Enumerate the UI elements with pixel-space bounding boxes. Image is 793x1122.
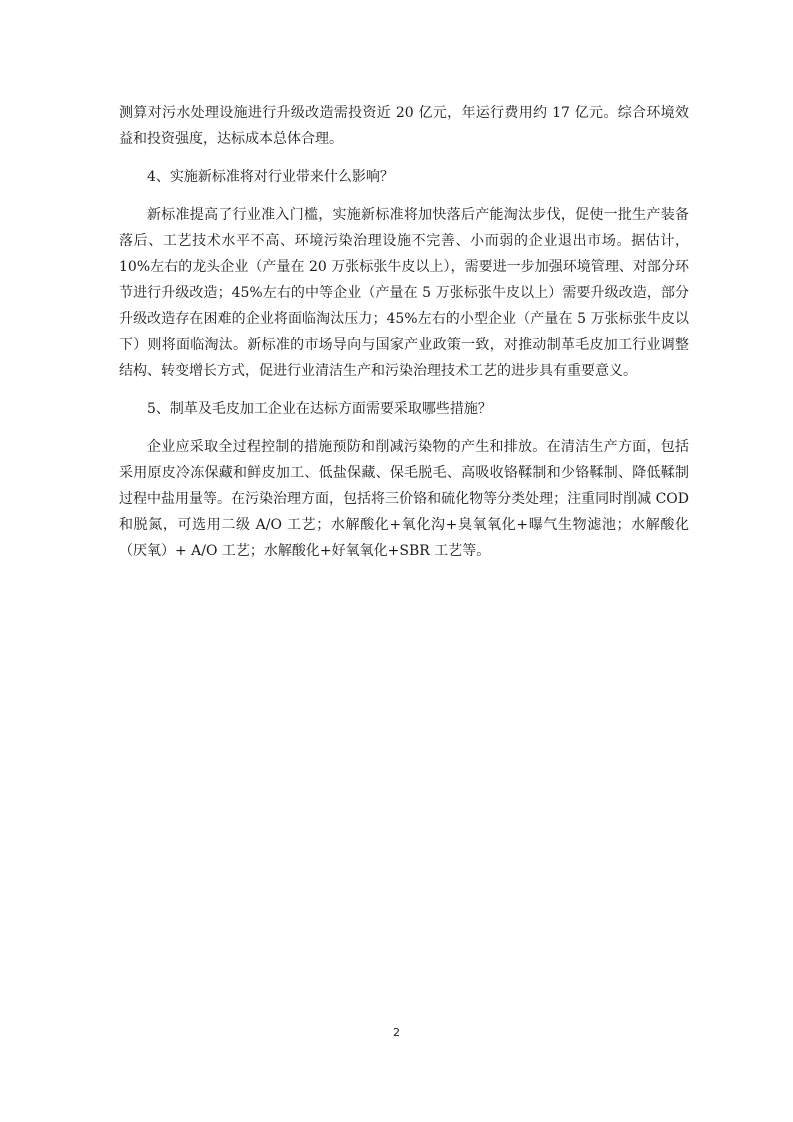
paragraph-industry-impact: 新标准提高了行业准入门槛，实施新标准将加快落后产能淘汰步伐，促使一批生产装备落后、工艺技术水平不高、环境污染治理设施不完善、小而弱的企业退出市场。据估计，10%左右的龙头企业（产量在 20 万张标张牛皮以上），需要进一步加强环境管理、对部分环节进行升级改造；45%左右的中等企业（产量在 5 万张标张牛皮以上）需要升级改造，部分升级改造存在困难的企业将面临淘汰压力；45%左右的小型企业（产量在 5 万张标张牛皮以下）则将面临淘汰。新标准的市场导向与国家产业政策一致，对推动制革毛皮加工行业调整结构、转变增长方式，促进行业清洁生产和污染治理技术工艺的进步具有重要意义。: [119, 207, 689, 379]
question-heading-5: 5、制革及毛皮加工企业在达标方面需要采取哪些措施？: [147, 401, 492, 417]
document-body: [119, 100, 689, 564]
page-number: 2: [393, 1026, 400, 1039]
paragraph-compliance-measures: 企业应采取全过程控制的措施预防和削减污染物的产生和排放。在清洁生产方面，包括采用原皮冷冻保藏和鲜皮加工、低盐保藏、保毛脱毛、高吸收铬鞣制和少铬鞣制、降低鞣制过程中盐用量等。在污染治理方面，包括将三价铬和硫化物等分类处理；注重同时削减 COD 和脱氮，可选用二级 A/O 工艺；水解酸化+氧化沟+臭氧氧化+曝气生物滤池；水解酸化（厌氧）+ A/O 工艺；水解酸化+好氧氧化+SBR 工艺等。: [119, 439, 689, 559]
question-heading-4: 4、实施新标准将对行业带来什么影响？: [147, 169, 394, 185]
paragraph-cost-summary: 测算对污水处理设施进行升级改造需投资近 20 亿元，年运行费用约 17 亿元。综合环境效益和投资强度，达标成本总体合理。: [119, 105, 689, 147]
